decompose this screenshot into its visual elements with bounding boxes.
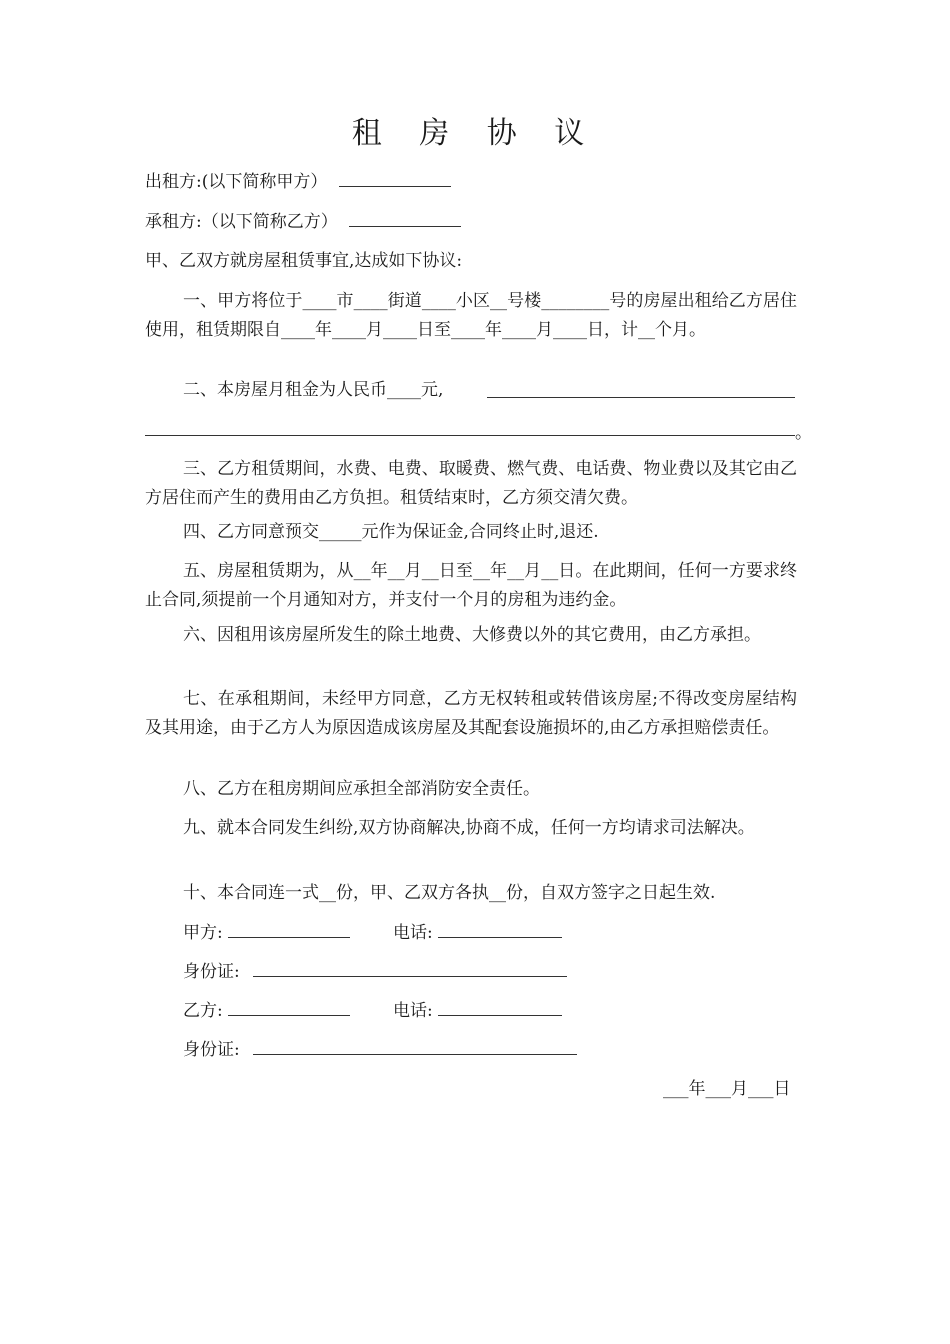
lessee-line (145, 208, 461, 236)
clause-10: 十、本合同连一式__份，甲、乙双方各执__份，自双方签字之日起生效. (183, 883, 716, 903)
clause-4: 四、乙方同意预交_____元作为保证金,合同终止时,退还. (183, 522, 599, 542)
lessor-label: 出租方:(以下简称甲方） (145, 172, 328, 192)
party-b-phone-row (393, 997, 562, 1025)
party-b-phone-label: 电话: (393, 1001, 433, 1021)
party-b-id-label: 身份证: (183, 1040, 240, 1060)
lessor-line (145, 168, 451, 196)
period-mark: 。 (795, 423, 812, 443)
date-line: ___年___月___日 (663, 1079, 791, 1099)
party-a-phone-label: 电话: (393, 923, 433, 943)
clause-6: 六、因租用该房屋所发生的除土地费、大修费以外的其它费用，由乙方承担。 (183, 625, 761, 645)
clause-2-blank-line-2[interactable] (145, 435, 795, 436)
party-b-phone-field[interactable] (438, 997, 562, 1016)
clause-8: 八、乙方在租房期间应承担全部消防安全责任。 (183, 779, 540, 799)
party-a-id-label: 身份证: (183, 962, 240, 982)
document-title: 租 房 协 议 (351, 116, 599, 151)
lessee-name-field[interactable] (349, 208, 461, 227)
lessor-name-field[interactable] (339, 168, 451, 187)
party-b-label: 乙方: (183, 1001, 223, 1021)
party-a-id-field[interactable] (253, 958, 567, 977)
party-a-field[interactable] (228, 919, 350, 938)
party-a-signature-row (183, 919, 350, 947)
clause-2: 二、本房屋月租金为人民币____元, (183, 380, 444, 400)
party-b-field[interactable] (228, 997, 350, 1016)
clause-2-blank-line[interactable] (487, 397, 795, 398)
party-a-phone-field[interactable] (438, 919, 562, 938)
clause-1: 一、甲方将位于____市____街道____小区__号楼________号的房屋出租给乙方居住使用，租赁期限自____年____月____日至____年____月____日，计__个月。 (145, 291, 797, 340)
party-a-id-row (183, 958, 567, 986)
party-b-signature-row (183, 997, 350, 1025)
party-b-id-field[interactable] (253, 1036, 577, 1055)
party-b-id-row (183, 1036, 577, 1064)
clause-7: 七、在承租期间，未经甲方同意，乙方无权转租或转借该房屋;不得改变房屋结构及其用途，由于乙方人为原因造成该房屋及其配套设施损坏的,由乙方承担赔偿责任。 (145, 689, 797, 738)
clause-9: 九、就本合同发生纠纷,双方协商解决,协商不成，任何一方均请求司法解决。 (183, 818, 755, 838)
party-a-phone-row (393, 919, 562, 947)
lessee-label: 承租方:（以下简称乙方） (145, 212, 338, 232)
clause-3: 三、乙方租赁期间，水费、电费、取暖费、燃气费、电话费、物业费以及其它由乙方居住而产生的费用由乙方负担。租赁结束时，乙方须交清欠费。 (145, 459, 797, 508)
party-a-label: 甲方: (183, 923, 223, 943)
intro-line: 甲、乙双方就房屋租赁事宜,达成如下协议: (145, 251, 463, 271)
clause-5: 五、房屋租赁期为，从__年__月__日至__年__月__日。在此期间，任何一方要求终止合同,须提前一个月通知对方，并支付一个月的房租为违约金。 (145, 561, 797, 610)
